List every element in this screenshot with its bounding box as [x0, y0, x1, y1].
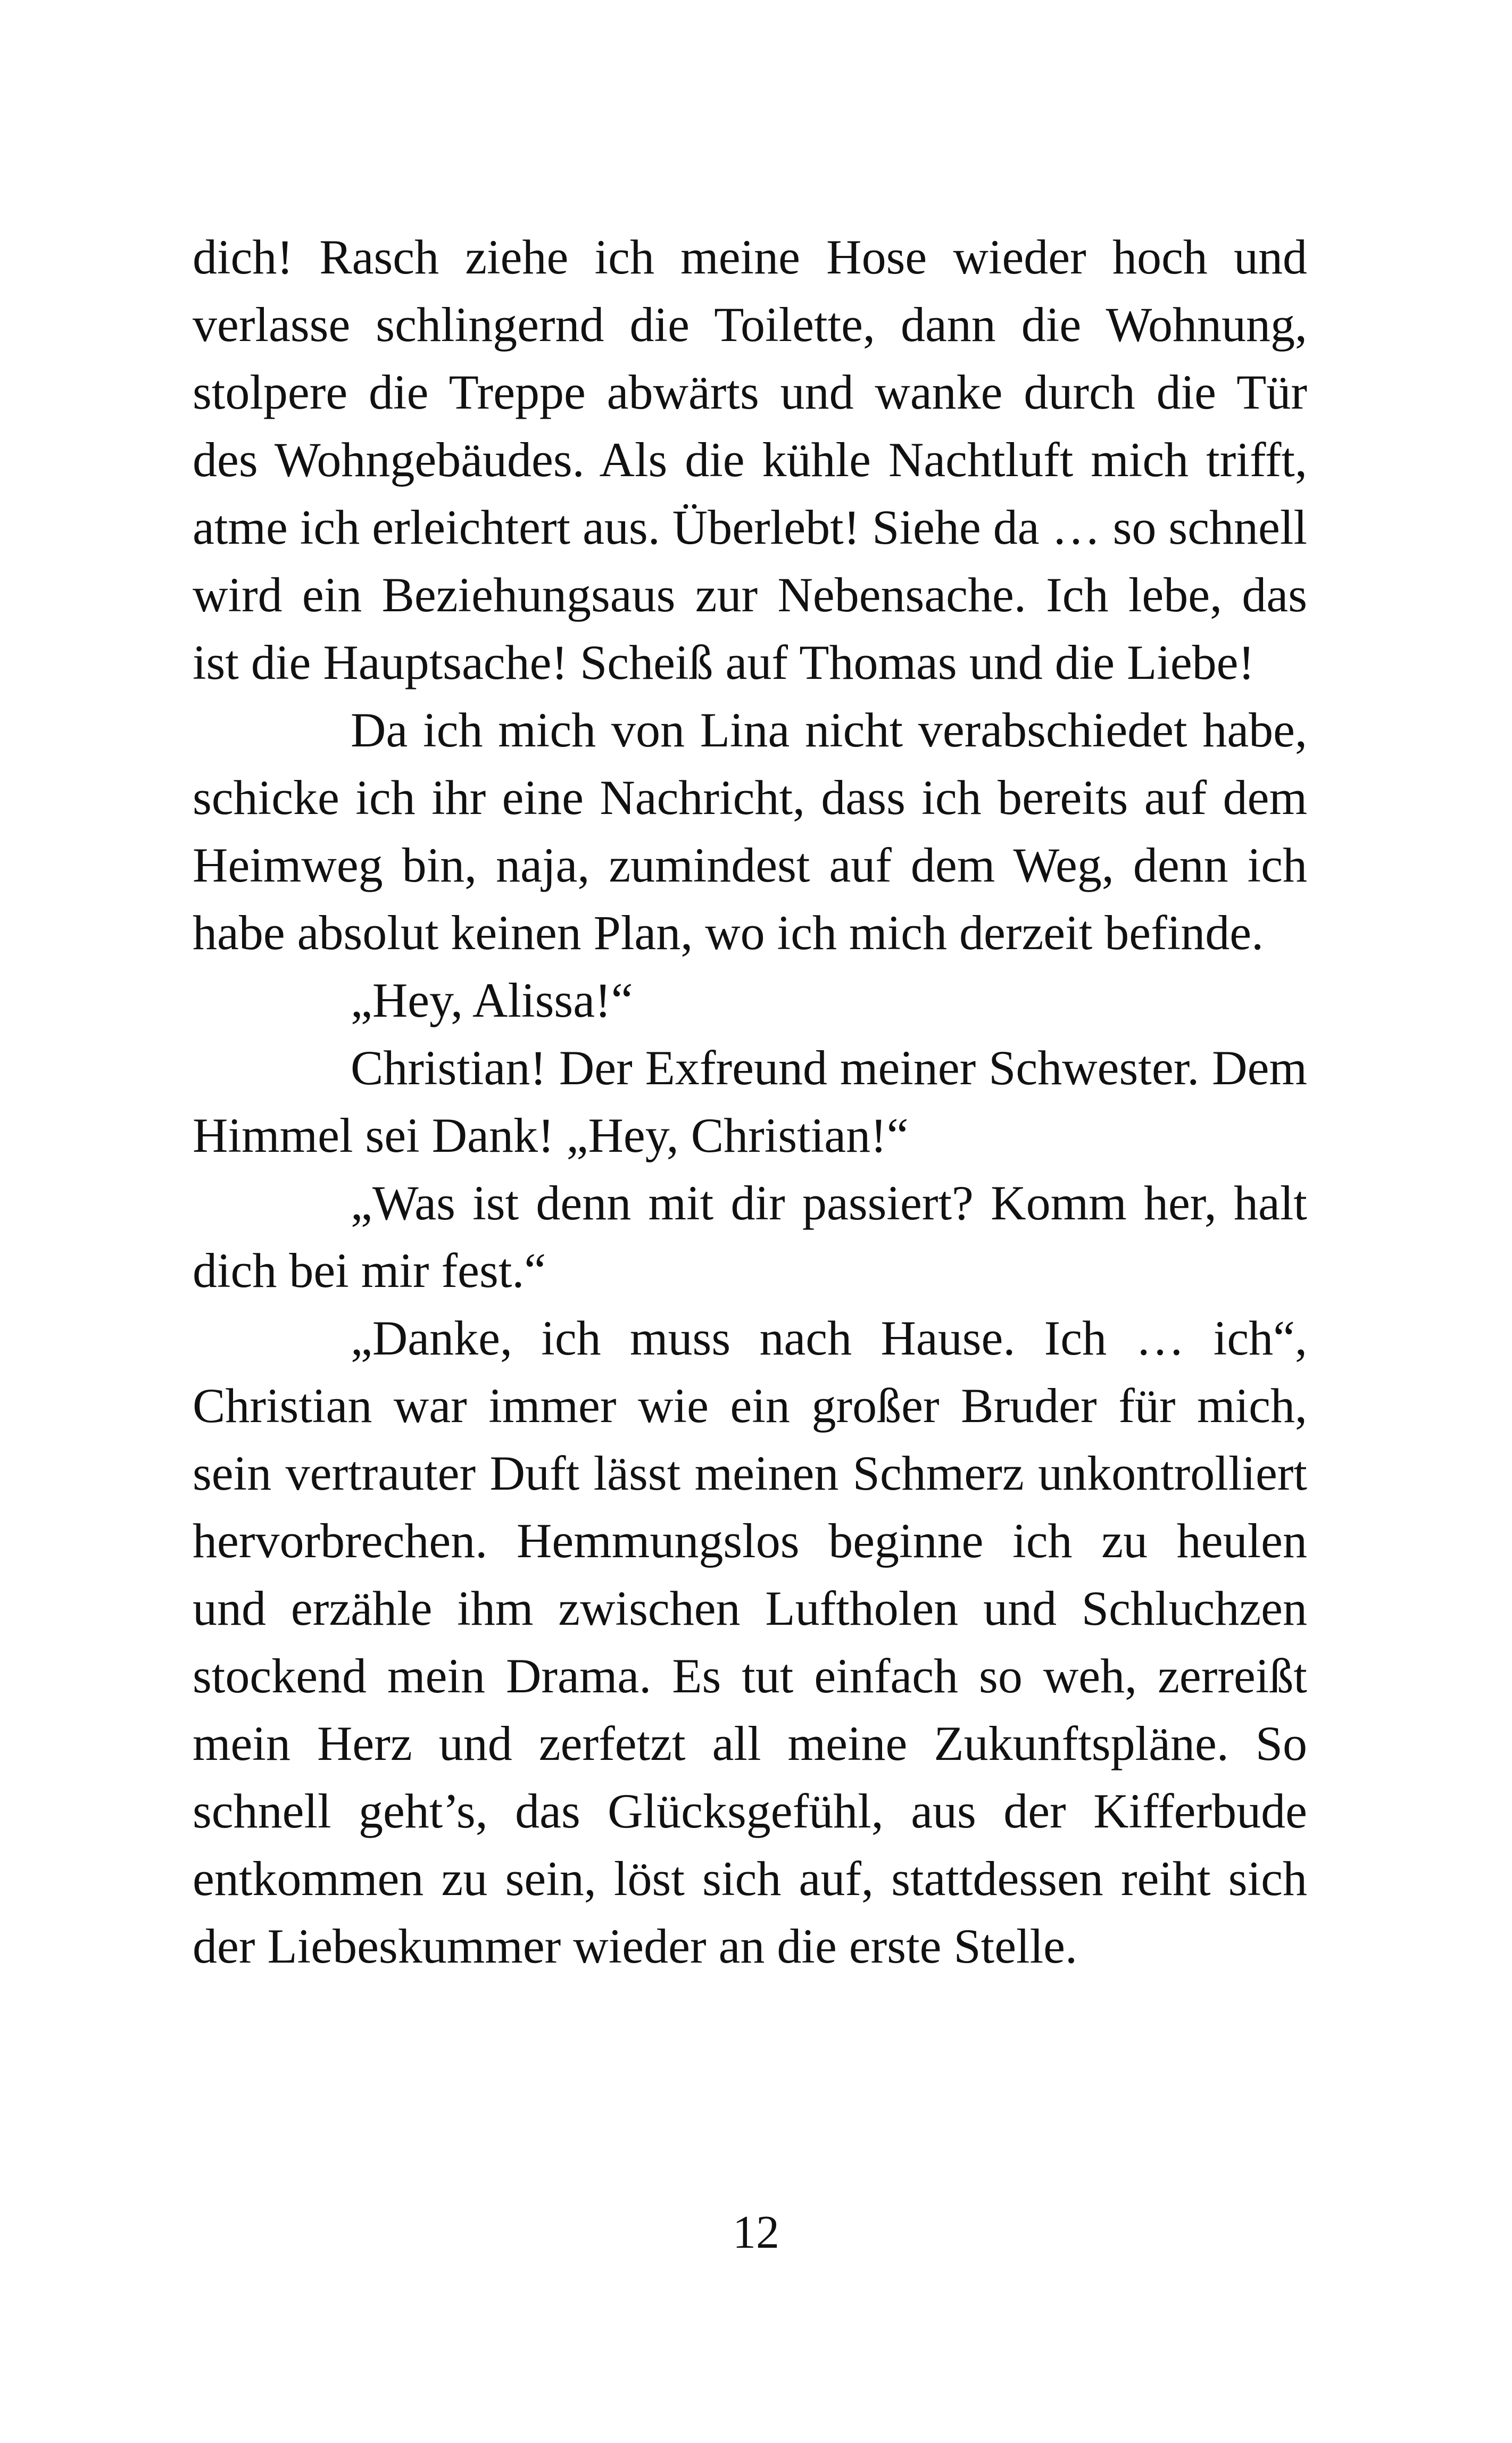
- paragraph: Da ich mich von Lina nicht verabschiedet habe, schicke ich ihr eine Nachricht, dass ich bereits auf dem Heimweg bin, naja, zumindest auf dem Weg, denn ich habe absolut keinen Plan, wo ich mich derzeit befinde.: [193, 703, 1307, 960]
- page-number: 12: [733, 2207, 779, 2258]
- paragraph: „Was ist denn mit dir passiert? Komm her, halt dich bei mir fest.“: [193, 1176, 1307, 1298]
- paragraph: „Danke, ich muss nach Hause. Ich … ich“, Christian war immer wie ein großer Bruder für mich, sein vertrauter Duft lässt meinen Schmerz unkontrolliert hervorbrechen. Hemmungslos beginne ich zu heulen und erzähle ihm zwischen Luftholen und Schluchzen stockend mein Drama. Es tut einfach so weh, zerreißt mein Herz und zerfetzt all meine Zukunftspläne. So schnell geht’s, das Glücksgefühl, aus der Kifferbude entkommen zu sein, löst sich auf, stattdessen reiht sich der Liebeskummer wieder an die erste Stelle.: [193, 1311, 1307, 1973]
- paragraph: dich! Rasch ziehe ich meine Hose wieder hoch und verlasse schlingernd die Toilette, dann die Wohnung, stolpere die Treppe abwärts und wanke durch die Tür des Wohngebäudes. Als die kühle Nachtluft mich trifft, atme ich erleichtert aus. Überlebt! Siehe da … so schnell wird ein Beziehungsaus zur Nebensache. Ich lebe, das ist die Hauptsache! Scheiß auf Thomas und die Liebe!: [193, 230, 1307, 689]
- body-text: [193, 223, 1307, 1980]
- paragraph: „Hey, Alissa!“: [351, 973, 633, 1027]
- paragraph: Christian! Der Exfreund meiner Schwester. Dem Himmel sei Dank! „Hey, Christian!“: [193, 1041, 1307, 1162]
